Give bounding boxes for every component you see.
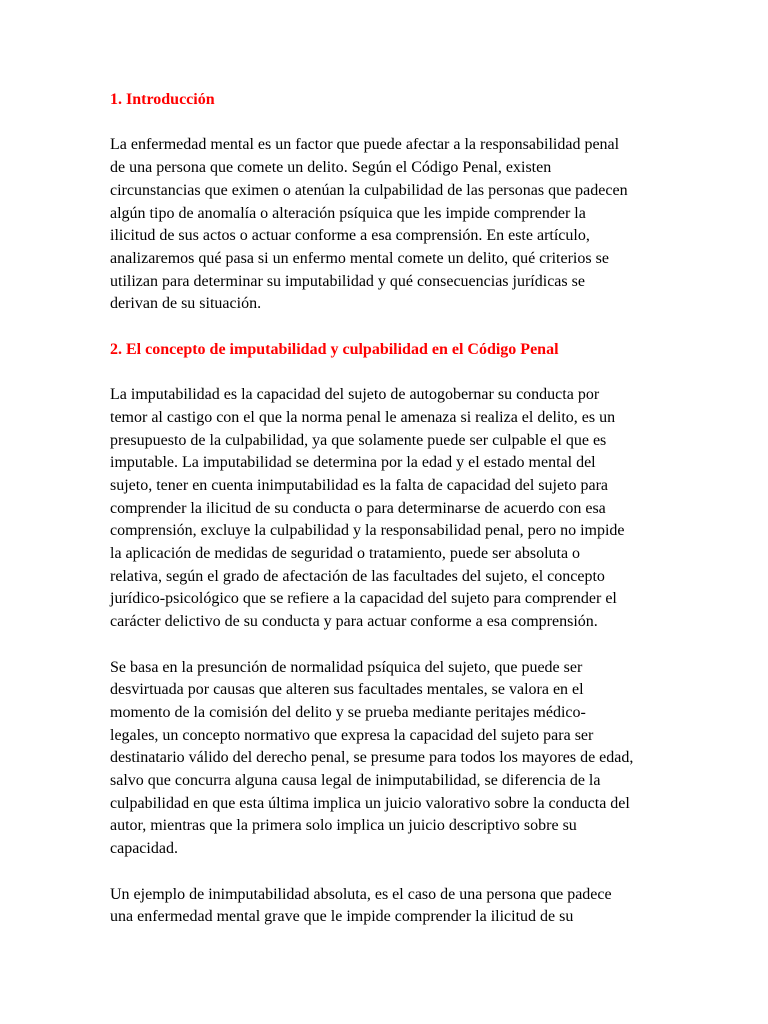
paragraph-ejemplo-inimputabilidad: [110, 884, 662, 929]
spacer: [110, 316, 662, 339]
text-line: algún tipo de anomalía o alteración psíquica que les impide comprender la: [110, 204, 586, 222]
spacer: [110, 112, 662, 135]
paragraph-presuncion-normalidad: [110, 657, 662, 861]
text-line: comprender la ilicitud de su conducta o para determinarse de acuerdo con esa: [110, 499, 606, 517]
text-line: autor, mientras que la primera solo implica un juicio descriptivo sobre su: [110, 817, 577, 835]
text-line: sujeto, tener en cuenta inimputabilidad es la falta de capacidad del sujeto para: [110, 476, 609, 494]
text-line: relativa, según el grado de afectación de las facultades del sujeto, el concepto: [110, 567, 605, 585]
text-line: carácter delictivo de su conducta y para actuar conforme a esa comprensión.: [110, 613, 598, 631]
text-line: capacidad.: [110, 840, 178, 858]
text-line: comprensión, excluye la culpabilidad y la responsabilidad penal, pero no impide: [110, 522, 625, 540]
text-line: la aplicación de medidas de seguridad o tratamiento, puede ser absoluta o: [110, 545, 581, 563]
spacer: [110, 634, 662, 657]
section-heading-introduccion: 1. Introducción: [110, 91, 215, 108]
text-line: desvirtuada por causas que alteren sus facultades mentales, se valora en el: [110, 681, 584, 699]
text-line: jurídico-psicológico que se refiere a la capacidad del sujeto para comprender el: [110, 590, 617, 608]
section-heading-imputabilidad: 2. El concepto de imputabilidad y culpabilidad en el Código Penal: [110, 340, 559, 358]
text-line: destinatario válido del derecho penal, se presume para todos los mayores de edad,: [110, 749, 634, 767]
paragraph-imputabilidad-definicion: [110, 384, 662, 634]
text-line: Se basa en la presunción de normalidad psíquica del sujeto, que puede ser: [110, 658, 583, 676]
text-line: momento de la comisión del delito y se prueba mediante peritajes médico-: [110, 703, 586, 721]
text-line: imputable. La imputabilidad se determina por la edad y el estado mental del: [110, 454, 596, 472]
text-line: circunstancias que eximen o atenúan la culpabilidad de las personas que padecen: [110, 181, 628, 199]
text-line: La imputabilidad es la capacidad del sujeto de autogobernar su conducta por: [110, 386, 600, 404]
spacer: [110, 861, 662, 884]
text-line: utilizan para determinar su imputabilidad y qué consecuencias jurídicas se: [110, 272, 585, 290]
text-line: culpabilidad en que esta última implica un juicio valorativo sobre la conducta del: [110, 794, 630, 812]
paragraph-intro: [110, 134, 662, 316]
text-line: La enfermedad mental es un factor que puede afectar a la responsabilidad penal: [110, 136, 620, 154]
text-line: derivan de su situación.: [110, 295, 262, 313]
text-line: temor al castigo con el que la norma penal le amenaza si realiza el delito, es un: [110, 408, 616, 426]
text-line: una enfermedad mental grave que le impide comprender la ilicitud de su: [110, 908, 574, 926]
text-line: presupuesto de la culpabilidad, ya que solamente puede ser culpable el que es: [110, 431, 607, 449]
text-line: de una persona que comete un delito. Según el Código Penal, existen: [110, 159, 552, 177]
text-line: ilicitud de sus actos o actuar conforme a esa comprensión. En este artículo,: [110, 227, 590, 245]
text-line: legales, un concepto normativo que expresa la capacidad del sujeto para ser: [110, 726, 594, 744]
spacer: [110, 361, 662, 384]
text-line: salvo que concurra alguna causa legal de inimputabilidad, se diferencia de la: [110, 772, 601, 790]
text-line: analizaremos qué pasa si un enfermo mental comete un delito, qué criterios se: [110, 249, 609, 267]
text-line: Un ejemplo de inimputabilidad absoluta, es el caso de una persona que padece: [110, 885, 612, 903]
document-page: [110, 89, 662, 929]
